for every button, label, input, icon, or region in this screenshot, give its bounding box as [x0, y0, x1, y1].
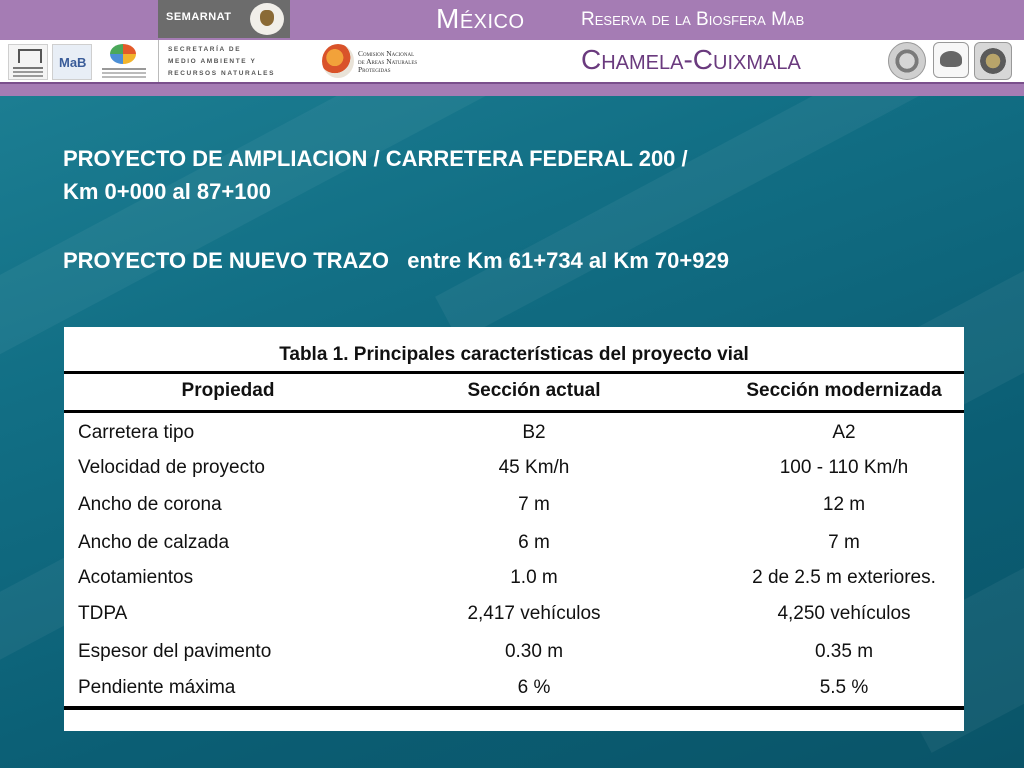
table-cell-property: Carretera tipo: [78, 422, 195, 443]
table-title: Tabla 1. Principales características del proyecto vial: [279, 344, 749, 365]
header-band-bottom: [0, 84, 1024, 96]
conanp-line-2: de Areas Naturales: [358, 57, 418, 66]
table-rule-header: [64, 410, 964, 413]
table-cell-current: B2: [522, 422, 546, 443]
table-row: [64, 532, 964, 568]
corredor-logo-icon: [98, 42, 150, 82]
table-row: [64, 422, 964, 458]
mab-logo-text: MaB: [59, 55, 87, 70]
table-cell-property: Ancho de corona: [78, 494, 222, 515]
table-row: [64, 494, 964, 530]
unam-seal-icon: [974, 42, 1012, 80]
conanp-logo-text: [358, 50, 417, 74]
table-row: [64, 603, 964, 639]
table-cell-modernized: 100 - 110 Km/h: [779, 457, 909, 478]
title-country: México: [436, 3, 525, 34]
road-characteristics-table: [64, 327, 964, 731]
table-header-current: Sección actual: [467, 380, 601, 401]
secretaria-line-2: MEDIO AMBIENTE Y: [168, 58, 257, 65]
table-rule-bottom: [64, 706, 964, 710]
title-site: Chamela-Cuixmala: [581, 44, 801, 75]
project-heading: [63, 142, 688, 208]
table-cell-property: Acotamientos: [78, 567, 194, 588]
mexico-eagle-icon: [250, 3, 284, 35]
table-cell-modernized: 5.5 %: [819, 677, 869, 698]
chamela-bird-logo-icon: [933, 42, 969, 78]
table-cell-modernized: 0.35 m: [814, 641, 874, 662]
unesco-logo-icon: [8, 44, 48, 80]
project-heading-line-2: Km 0+000 al 87+100: [63, 179, 271, 204]
table-row: [64, 567, 964, 603]
institution-seal-icon: [888, 42, 926, 80]
table-cell-current: 0.30 m: [504, 641, 564, 662]
secretaria-line-1: SECRETARÍA DE: [168, 46, 242, 53]
conanp-line-3: Protegidas: [358, 65, 391, 74]
secretaria-line-3: RECURSOS NATURALES: [168, 70, 276, 77]
table-cell-current: 2,417 vehículos: [467, 603, 601, 624]
table-cell-current: 6 %: [517, 677, 551, 698]
table-cell-current: 1.0 m: [510, 567, 558, 588]
new-route-heading: PROYECTO DE NUEVO TRAZO entre Km 61+734 al Km 70+929: [63, 248, 729, 273]
table-cell-property: Ancho de calzada: [78, 532, 230, 553]
table-cell-property: TDPA: [78, 603, 128, 624]
table-cell-property: Pendiente máxima: [78, 677, 236, 698]
table-cell-current: 6 m: [518, 532, 550, 553]
table-cell-property: Velocidad de proyecto: [78, 457, 265, 478]
table-cell-current: 7 m: [518, 494, 550, 515]
title-reserve: Reserva de la Biosfera Mab: [581, 9, 805, 30]
table-header-modernized: Sección modernizada: [746, 380, 942, 401]
table-rule-top: [64, 371, 964, 374]
conanp-line-1: Comision Nacional: [358, 49, 415, 58]
table-cell-property: Espesor del pavimento: [78, 641, 272, 662]
semarnat-logo-text: SEMARNAT: [166, 11, 232, 23]
table-cell-modernized: 2 de 2.5 m exteriores.: [752, 567, 936, 588]
table-cell-modernized: A2: [832, 422, 856, 443]
table-row: [64, 457, 964, 493]
table-row: [64, 641, 964, 677]
conanp-logo-icon: [322, 44, 354, 78]
table-header-property: Propiedad: [181, 380, 275, 401]
table-cell-modernized: 4,250 vehículos: [777, 603, 911, 624]
header-banner: [0, 0, 1024, 96]
project-heading-line-1: PROYECTO DE AMPLIACION / CARRETERA FEDERAL 200 /: [63, 146, 688, 171]
table-cell-current: 45 Km/h: [498, 457, 570, 478]
table-cell-modernized: 7 m: [828, 532, 860, 553]
mab-logo-icon: [52, 44, 92, 80]
table-cell-modernized: 12 m: [822, 494, 866, 515]
